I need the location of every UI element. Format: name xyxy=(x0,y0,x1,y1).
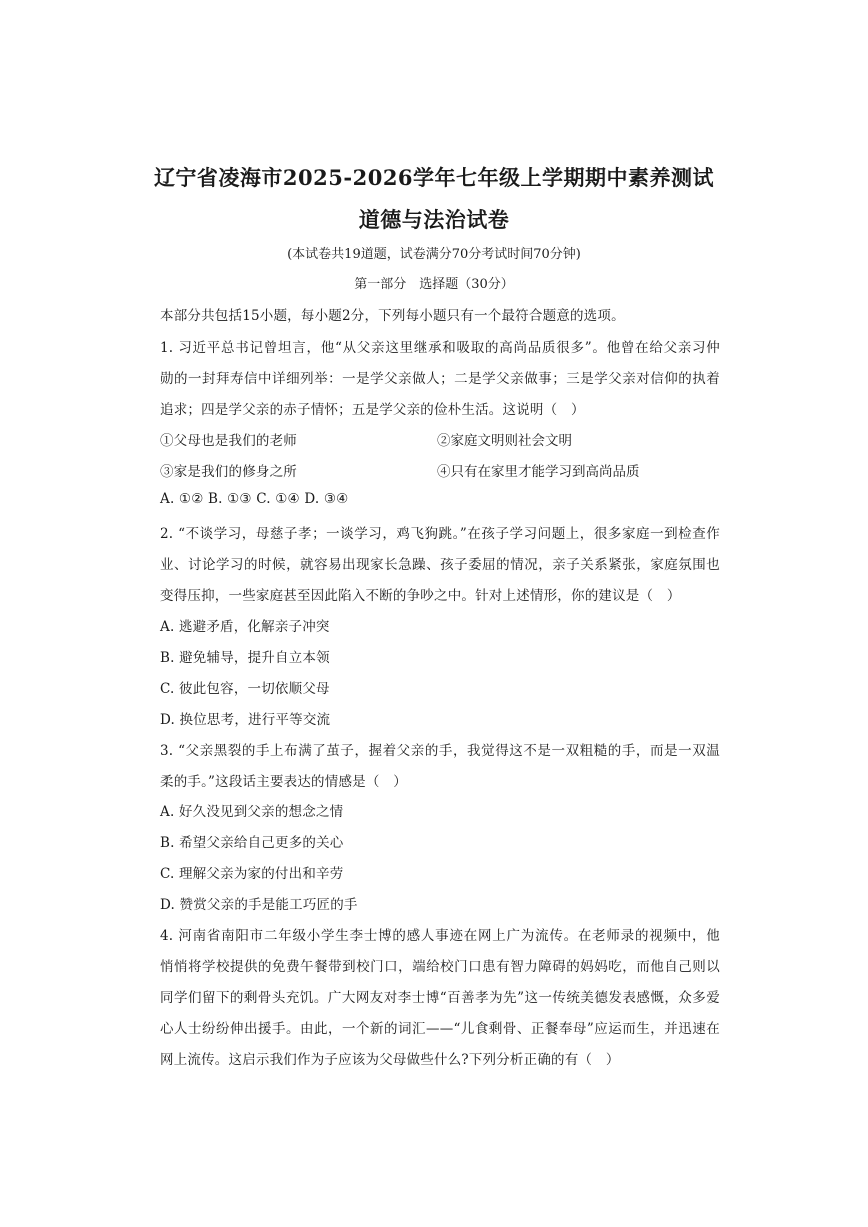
q3-line2: 柔的手。”这段话主要表达的情感是（ ） xyxy=(160,774,407,790)
q2-option-a: A. 逃避矛盾，化解亲子冲突 xyxy=(160,619,330,635)
q4-line4: 心人士纷纷伸出援手。由此，一个新的词汇——“儿食剩骨、正餐奉母”应运而生，并迅速在 xyxy=(160,1021,720,1037)
q1-choices: A. ①② B. ①③ C. ①④ D. ③④ xyxy=(160,491,349,507)
q4-line2: 悄悄将学校提供的免费午餐带到校门口，端给校门口患有智力障碍的妈妈吃，而他自己则以 xyxy=(160,959,720,975)
q1-option-2: ②家庭文明则社会文明 xyxy=(437,433,572,449)
q4-line3: 同学们留下的剩骨头充饥。广大网友对李士博“百善孝为先”这一传统美德发表感慨，众多爱 xyxy=(160,990,720,1006)
part1-heading: 第一部分 选择题（30分） xyxy=(354,277,514,292)
q2-line3: 变得压抑，一些家庭甚至因此陷入不断的争吵之中。针对上述情形，你的建议是（ ） xyxy=(160,588,681,604)
q1-option-1: ①父母也是我们的老师 xyxy=(160,433,297,449)
q1-option-4: ④只有在家里才能学习到高尚品质 xyxy=(437,464,640,480)
q1-option-3: ③家是我们的修身之所 xyxy=(160,464,297,480)
q3-option-c: C. 理解父亲为家的付出和辛劳 xyxy=(160,866,344,882)
q2-line1: 2. “不谈学习，母慈子孝；一谈学习，鸡飞狗跳。”在孩子学习问题上，很多家庭一到检查作 xyxy=(160,526,720,542)
q2-option-b: B. 避免辅导，提升自立本领 xyxy=(160,650,330,666)
q2-option-d: D. 换位思考，进行平等交流 xyxy=(160,712,331,728)
exam-info: (本试卷共19道题，试卷满分70分考试时间70分钟) xyxy=(287,247,581,262)
q1-line3: 追求；四是学父亲的赤子情怀；五是学父亲的俭朴生活。这说明（ ） xyxy=(160,402,585,418)
q2-option-c: C. 彼此包容，一切依顺父母 xyxy=(160,681,330,697)
q3-option-d: D. 赞赏父亲的手是能工巧匠的手 xyxy=(160,897,358,913)
part1-intro: 本部分共包括15小题，每小题2分，下列每小题只有一个最符合题意的选项。 xyxy=(160,308,625,324)
q4-line5: 网上流传。这启示我们作为子应该为父母做些什么?下列分析正确的有（ ） xyxy=(160,1052,620,1068)
q3-line1: 3. “父亲黑裂的手上布满了茧子，握着父亲的手，我觉得这不是一双粗糙的手，而是一双温 xyxy=(160,743,720,759)
q4-line1: 4. 河南省南阳市二年级小学生李士博的感人事迹在网上广为流传。在老师录的视频中，他 xyxy=(160,928,720,944)
q1-line2: 勋的一封拜寿信中详细列举：一是学父亲做人；二是学父亲做事；三是学父亲对信仰的执着 xyxy=(160,371,720,387)
page-title: 辽宁省凌海市2025-2026学年七年级上学期期中素养测试 xyxy=(153,165,715,190)
page-subtitle: 道德与法治试卷 xyxy=(358,207,510,232)
q3-option-a: A. 好久没见到父亲的想念之情 xyxy=(160,804,344,820)
q2-line2: 业、讨论学习的时候，就容易出现家长急躁、孩子委屈的情况，亲子关系紧张，家庭氛围也 xyxy=(160,557,720,573)
q3-option-b: B. 希望父亲给自己更多的关心 xyxy=(160,835,344,851)
q1-line1: 1. 习近平总书记曾坦言，他“从父亲这里继承和吸取的高尚品质很多”。他曾在给父亲习仲 xyxy=(160,340,720,356)
